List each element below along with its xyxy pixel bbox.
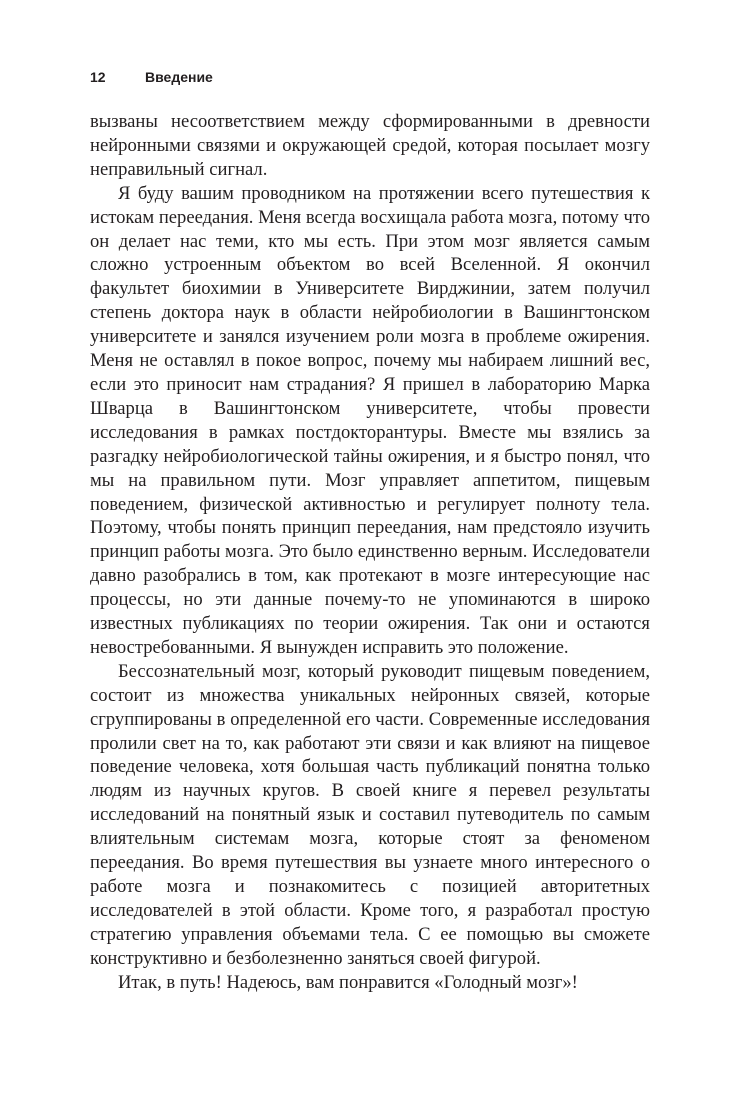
paragraph-author-journey: Я буду вашим проводником на протяжении всего путешествия к истокам переедания. Меня всегда восхищала работа мозга, потому что он делает нас теми, кто мы есть. При этом мозг является самым сложно устроенным объектом во всей Вселенной. Я окончил факультет биохимии в Университете Вирджинии, затем получил степень доктора наук в области нейробиологии в Вашингтонском университете и занялся изучением роли мозга в проблеме ожирения. Меня не оставлял в покое вопрос, почему мы набираем лишний вес, если это приносит нам страдания? Я пришел в лабораторию Марка Шварца в Вашингтонском университете, чтобы провести исследования в рамках постдокторантуры. Вместе мы взялись за разгадку нейробиологической тайны ожирения, и я быстро понял, что мы на правильном пути. Мозг управляет аппетитом, пищевым поведением, физической активностью и регулирует полноту тела. Поэтому, чтобы понять принцип переедания, нам предстояло изучить принцип работы мозга. Это было единственно верным. Исследователи давно разобрались в том, как протекают в мозге интересующие нас процессы, но эти данные почему-то не упоминаются в широко известных публикациях по теории ожирения. Так они и остаются невостребованными. Я вынужден исправить это положение. (90, 182, 650, 658)
paragraph-closing: Итак, в путь! Надеюсь, вам понравится «Голодный мозг»! (118, 971, 578, 993)
page-number: 12 (90, 69, 106, 85)
running-header (90, 69, 650, 89)
paragraph-unconscious-brain: Бессознательный мозг, который руководит пищевым поведением, состоит из множества уникальных нейронных связей, которые сгруппированы в определенной его части. Современные исследования пролили свет на то, как работают эти связи и как влияют на пищевое поведение человека, хотя большая часть публикаций понятна только людям из научных кругов. В своей книге я перевел результаты исследований на понятный язык и составил путеводитель по самым влиятельным системам мозга, которые стоят за феноменом переедания. Во время путешествия вы узнаете много интересного о работе мозга и познакомитесь с позицией авторитетных исследователей в этой области. Кроме того, я разработал простую стратегию управления объемами тела. С ее помощью вы сможете конструктивно и безболезненно заняться своей фигурой. (90, 660, 650, 969)
section-title: Введение (145, 69, 213, 85)
paragraph-continuation: вызваны несоответствием между сформированными в древности нейронными связями и окружающей средой, которая посылает мозгу неправильный сигнал. (90, 111, 650, 180)
body-text (90, 110, 650, 995)
